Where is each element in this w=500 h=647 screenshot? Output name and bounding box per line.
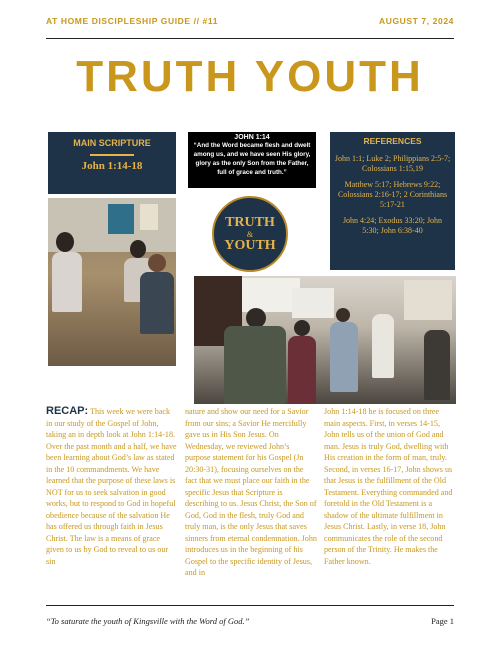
page-footer — [46, 616, 454, 626]
recap-text: John 1:14-18 he is focused on three main aspects. First, in verses 14-15, John tells us of the union of God and man. Jesus is truly God, dwelling with His creation in the form of man, truly. Second, in verses 16-17, John shows us that Jesus is the fulfillment of the Old Testament. Everything commanded and foretold in the Old Testament is a shadow of the ultimate fulfillment in Jesus Christ. Lastly, in verse 18, John communicates the role of the second person of the Trinity. He makes the Father known. — [324, 407, 453, 566]
logo-word-truth: TRUTH — [225, 214, 275, 230]
photo-person-head — [148, 254, 166, 272]
reference-item: Matthew 5:17; Hebrews 9:22; Colossians 2:16-17; 2 Corinthians 5:17-21 — [337, 180, 448, 209]
reference-item: John 4:24; Exodus 33:20; John 5:30; John 6:38-40 — [342, 216, 443, 235]
logo-word-youth: YOUTH — [224, 237, 276, 253]
logo-ampersand: & — [246, 229, 254, 239]
photo-whiteboard — [292, 288, 334, 318]
key-verse-box — [188, 132, 316, 188]
mission-statement: “To saturate the youth of Kingsville with the Word of God.” — [46, 616, 250, 626]
photo-person — [424, 330, 450, 400]
photo-person-head — [246, 308, 266, 328]
small-group-photo — [48, 198, 176, 366]
photo-person — [224, 326, 286, 404]
guide-header — [46, 14, 454, 28]
photo-person — [372, 314, 394, 378]
photo-person-head — [130, 240, 146, 258]
photo-person — [52, 252, 82, 312]
bottom-divider — [46, 605, 454, 606]
main-scripture-divider — [90, 154, 134, 156]
photo-person — [288, 336, 316, 404]
photo-person-head — [294, 320, 310, 336]
main-scripture-reference: John 1:14-18 — [81, 160, 143, 172]
photo-person-head — [56, 232, 74, 252]
recap-text: nature and show our need for a Savior from our sins; a Savior He mercifully gave us in His Son Jesus. On Wednesday, we reviewed John’s purpose statement for his Gospel (Jn 20:30-31), focusing ourselves on the fact that we must place our faith in the specific Jesus that Scripture is describing to us. Jesus Christ, the Son of God, God in the flesh, truly God and truly man, is the only Jesus that saves sinners from eternal condemnation. John introduces us in the beginning of his Gospel to the specific identity of Jesus, and in — [185, 407, 317, 577]
main-scripture-heading: MAIN SCRIPTURE — [73, 138, 151, 148]
page-number: Page 1 — [431, 616, 454, 626]
page-title: TRUTH YOUTH — [76, 52, 424, 101]
recap-column-1 — [46, 406, 178, 596]
photo-poster — [140, 204, 158, 230]
references-heading: REFERENCES — [363, 136, 422, 146]
photo-person — [140, 272, 174, 334]
guide-label: AT HOME DISCIPLESHIP GUIDE // #11 — [46, 16, 219, 26]
guide-date: AUGUST 7, 2024 — [378, 16, 454, 26]
photo-poster — [108, 204, 134, 234]
recap-column-2 — [185, 406, 317, 596]
top-divider — [46, 38, 454, 39]
references-box — [330, 132, 455, 270]
photo-window — [404, 280, 452, 320]
main-scripture-box — [48, 132, 176, 194]
key-verse-text: “And the Word became flesh and dwelt among us, and we have seen His glory, glory as the only Son from the Father, full of grace and truth.” — [193, 142, 311, 176]
truth-youth-logo — [212, 196, 288, 272]
recap-column-3 — [324, 406, 456, 596]
photo-person-head — [336, 308, 350, 322]
worship-photo — [194, 276, 456, 404]
recap-label: RECAP: — [46, 405, 89, 417]
reference-item: John 1:1; Luke 2; Philippians 2:5-7; Colossians 1:15,19 — [334, 154, 451, 173]
key-verse-reference: JOHN 1:14 — [234, 134, 270, 141]
recap-section — [46, 406, 456, 596]
recap-text: This week we were back in our study of the Gospel of John, taking an in depth look at John 1:14-18. Over the past month and a half, we have been learning about God’s law as stated in the 10 commandments. We have learned that the purpose of these laws is NOT for us to seek salvation in good works, but to respond to God in hopeful obedience because of the salvation He has offered us through faith in Jesus Christ. The law is a means of grace given to us by God to reveal to us our sin — [46, 407, 177, 566]
photo-person — [330, 322, 358, 392]
